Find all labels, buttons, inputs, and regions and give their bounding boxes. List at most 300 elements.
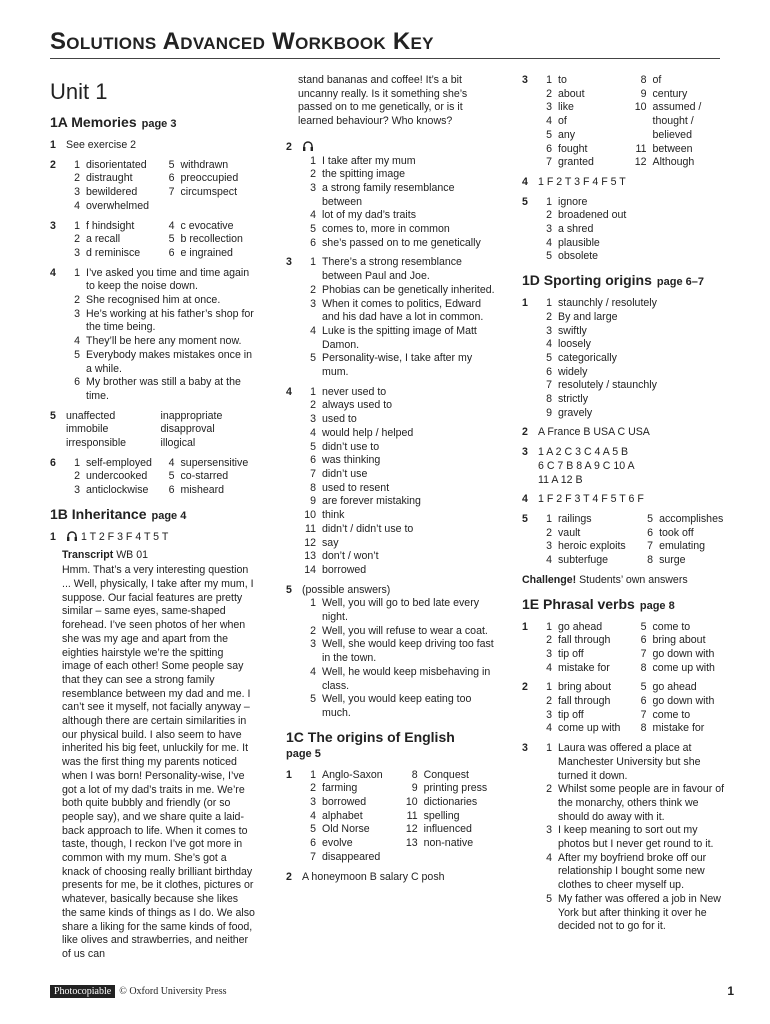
answer-item xyxy=(404,796,496,810)
page-number: 1 xyxy=(727,984,734,998)
exercise-1c-1 xyxy=(286,769,496,865)
answer-item: immobile xyxy=(66,423,109,436)
answer-text: was thinking xyxy=(322,454,381,467)
section-page: page 4 xyxy=(151,509,187,522)
answer-text: Well, you would keep eating too much. xyxy=(322,693,472,719)
answer-item xyxy=(302,441,496,455)
answer-text: come to xyxy=(652,708,691,721)
answer-number: 7 xyxy=(546,156,552,169)
answer-text: There’s a strong resemblance between Paul and Joe. xyxy=(322,256,462,283)
answer-number: 7 xyxy=(640,708,647,721)
answer-text: Anglo-Saxon xyxy=(322,768,383,781)
answer-text: resolutely / staunchly xyxy=(558,379,657,392)
answer-text: dictionaries xyxy=(423,796,478,809)
answer-number: 7 xyxy=(168,186,175,199)
answer-item xyxy=(161,172,256,186)
answer-number: 1 xyxy=(310,385,316,398)
answer-number: 3 xyxy=(74,307,80,320)
answer-number: 5 xyxy=(310,352,316,365)
section-title: 1B Inheritance xyxy=(50,505,147,522)
answer-number: 3 xyxy=(546,101,552,114)
answer-number: 8 xyxy=(640,74,647,86)
answer-text: are forever mistaking xyxy=(322,495,421,508)
answers-left xyxy=(66,457,161,498)
answer-text: bewildered xyxy=(86,186,138,199)
answer-number: 5 xyxy=(74,348,80,361)
answers-left xyxy=(538,74,633,170)
answer-number: 10 xyxy=(405,796,418,809)
answers-right xyxy=(639,513,727,568)
answer-item xyxy=(538,325,727,339)
section-1e-heading xyxy=(522,596,727,615)
section-title: 1E Phrasal verbs xyxy=(522,595,635,612)
answer-number: 4 xyxy=(168,456,175,469)
answer-item xyxy=(538,74,633,88)
answer-number: 2 xyxy=(74,294,80,307)
answer-number: 7 xyxy=(310,467,316,480)
answer-text: supersensitive xyxy=(180,456,249,469)
answer-item xyxy=(538,540,639,554)
answer-text: withdrawn xyxy=(180,158,229,171)
answer-text: Personality-wise, I take after my mum. xyxy=(322,352,473,379)
answer-item xyxy=(302,427,496,441)
answer-number: 5 xyxy=(310,223,316,236)
answer-item xyxy=(633,634,728,648)
answer-number: 1 xyxy=(546,297,552,310)
answer-item xyxy=(161,186,256,200)
answer-item xyxy=(639,513,727,527)
answers-right xyxy=(161,159,256,214)
answer-number: 8 xyxy=(546,393,552,406)
answer-number: 13 xyxy=(405,837,418,850)
answer-number: 2 xyxy=(310,399,316,412)
answer-number: 1 xyxy=(74,158,80,171)
answer-item xyxy=(538,513,639,527)
transcript-code: WB 01 xyxy=(116,548,148,561)
answer-number: 6 xyxy=(168,484,175,497)
answer-number: 2 xyxy=(310,168,316,181)
exercise-1d-2 xyxy=(522,426,727,440)
answer-text: See exercise 2 xyxy=(66,139,137,151)
section-page: page 6–7 xyxy=(656,276,704,289)
answer-item xyxy=(538,88,633,102)
answer-number: 1 xyxy=(310,768,316,781)
answer-item xyxy=(302,223,496,237)
exercise-1c-4 xyxy=(522,176,727,190)
answer-item xyxy=(404,769,496,783)
answer-item xyxy=(633,722,728,736)
answers-right xyxy=(161,457,256,498)
exercise-1a-6 xyxy=(50,457,255,498)
answer-item xyxy=(404,782,496,796)
exercise-1c-2 xyxy=(286,871,496,885)
answer-number: 6 xyxy=(74,376,80,389)
answer-item xyxy=(302,454,496,468)
answer-number: 3 xyxy=(310,413,316,426)
exercise-number: 4 xyxy=(286,385,292,398)
exercise-number: 4 xyxy=(522,493,528,506)
answer-text: 1 F 2 F 3 T 4 F 5 T 6 F xyxy=(538,493,644,506)
answer-item xyxy=(538,101,633,115)
answer-item xyxy=(161,470,256,484)
answer-text: didn’t / didn’t use to xyxy=(322,522,414,535)
answer-item xyxy=(66,335,255,349)
answers-left xyxy=(66,159,161,214)
answer-text: Luke is the spitting image of Matt Damon. xyxy=(322,324,477,351)
answer-number: 4 xyxy=(546,554,552,567)
answer-item xyxy=(302,823,404,837)
answer-number: 6 xyxy=(168,172,175,185)
section-1a-heading xyxy=(50,114,255,133)
answer-item xyxy=(633,662,728,676)
exercise-1b-5 xyxy=(286,584,496,721)
answers-right xyxy=(633,621,728,676)
answer-text: subterfuge xyxy=(558,554,609,567)
answer-number: 3 xyxy=(74,186,80,199)
answer-item xyxy=(302,837,404,851)
answer-item: irresponsible xyxy=(66,437,127,450)
answer-item xyxy=(66,294,255,308)
answer-text: fall through xyxy=(558,695,611,708)
section-title: 1D Sporting origins xyxy=(522,272,652,289)
answer-item xyxy=(161,457,256,471)
answer-text: anticlockwise xyxy=(86,484,149,497)
answer-text: railings xyxy=(558,512,592,525)
answer-text: don’t / won’t xyxy=(322,550,379,563)
answer-item xyxy=(538,129,633,143)
answer-text: Laura was offered a place at Manchester University but she turned it down. xyxy=(558,742,701,782)
answer-item xyxy=(302,325,496,352)
answer-line: 6 C 7 B 8 A 9 C 10 A xyxy=(538,459,635,472)
exercise-number: 1 xyxy=(50,139,56,151)
answer-item xyxy=(538,648,633,662)
answer-item xyxy=(633,709,728,723)
answer-number: 6 xyxy=(546,365,552,378)
answer-text: ignore xyxy=(558,195,588,208)
answer-number: 5 xyxy=(640,681,647,694)
answer-item xyxy=(302,810,404,824)
answer-item xyxy=(302,209,496,223)
answer-number: 9 xyxy=(546,406,552,419)
answer-number: 5 xyxy=(546,250,552,263)
answer-text: heroic exploits xyxy=(558,540,626,553)
answer-text: Although xyxy=(652,156,695,169)
answer-number: 11 xyxy=(305,522,316,535)
answer-item xyxy=(161,484,256,498)
answer-text: She recognised him at once. xyxy=(86,294,221,307)
answer-number: 3 xyxy=(546,540,552,553)
header-rule xyxy=(50,58,720,59)
answer-item xyxy=(538,634,633,648)
answer-number: 4 xyxy=(546,722,552,735)
answer-number: 8 xyxy=(640,661,647,674)
answer-number: 1 xyxy=(546,620,552,633)
answer-item xyxy=(633,156,728,170)
answer-number: 6 xyxy=(546,142,552,155)
answer-number: 8 xyxy=(310,481,316,494)
answer-number: 12 xyxy=(405,823,418,836)
answers-list xyxy=(302,597,496,720)
answer-text: go ahead xyxy=(652,681,697,694)
answer-item xyxy=(302,482,496,496)
answer-number: 2 xyxy=(74,233,80,246)
answer-item xyxy=(302,182,496,209)
answer-number: 9 xyxy=(640,87,647,100)
answer-item xyxy=(302,284,496,298)
answer-item xyxy=(538,366,727,380)
answer-item xyxy=(66,376,255,403)
exercise-number: 1 xyxy=(522,297,528,310)
answer-item xyxy=(161,247,256,261)
answer-text: took off xyxy=(659,526,694,539)
answer-number: 8 xyxy=(647,554,654,567)
answer-number: 1 xyxy=(310,256,316,269)
answer-text: assumed / thought / believed xyxy=(652,101,702,141)
answer-item xyxy=(404,837,496,851)
transcript-label: Transcript xyxy=(62,548,114,561)
answer-number: 2 xyxy=(546,695,552,708)
answer-item xyxy=(538,379,727,393)
answer-text: Well, you will go to bed late every night. xyxy=(322,597,480,624)
exercise-1d-1 xyxy=(522,297,727,420)
exercise-1b-3 xyxy=(286,256,496,379)
answer-number: 4 xyxy=(546,338,552,351)
answers-list xyxy=(538,297,727,420)
answer-item xyxy=(66,349,255,376)
answer-text: of xyxy=(558,115,567,128)
answer-number: 3 xyxy=(310,297,316,310)
answer-text: Well, you will refuse to wear a coat. xyxy=(322,624,488,637)
exercise-number: 3 xyxy=(50,219,56,232)
answer-number: 1 xyxy=(546,74,552,86)
answer-text: staunchly / resolutely xyxy=(558,297,657,310)
answer-text: e ingrained xyxy=(180,246,233,259)
answer-item xyxy=(404,823,496,837)
answer-text: tip off xyxy=(558,647,584,660)
answer-text: go down with xyxy=(652,647,715,660)
answer-text: Everybody makes mistakes once in a while. xyxy=(86,348,253,375)
answer-number: 6 xyxy=(310,454,316,467)
answer-text: come to xyxy=(652,620,691,633)
answer-text: self-employed xyxy=(86,456,152,469)
exercise-number: 1 xyxy=(50,530,56,543)
answer-item xyxy=(538,852,727,893)
answer-number: 5 xyxy=(640,620,647,633)
answer-number: 1 xyxy=(546,195,552,208)
answer-item xyxy=(538,237,727,251)
answers-list xyxy=(66,267,255,404)
answer-text: granted xyxy=(558,156,594,169)
answer-item xyxy=(302,625,496,639)
answer-item xyxy=(302,523,496,537)
exercise-1b-4 xyxy=(286,386,496,578)
answer-item xyxy=(538,196,727,210)
answer-text: a strong family resemblance between xyxy=(322,181,455,208)
answer-text: My brother was still a baby at the time. xyxy=(86,376,241,402)
answers-list xyxy=(302,386,496,578)
answer-number: 9 xyxy=(310,495,316,508)
exercise-number: 2 xyxy=(522,681,528,694)
answer-item xyxy=(633,681,728,695)
answer-item xyxy=(302,256,496,283)
answers-list xyxy=(538,742,727,934)
answer-item xyxy=(66,159,161,173)
answer-item: illogical xyxy=(160,437,196,450)
answer-item xyxy=(302,509,496,523)
answer-item xyxy=(302,550,496,564)
answer-text: printing press xyxy=(423,782,488,795)
answer-text: farming xyxy=(322,782,358,795)
answer-text: accomplishes xyxy=(659,512,724,525)
answer-number: 7 xyxy=(640,647,647,660)
exercise-1c-3 xyxy=(522,74,727,170)
answer-item xyxy=(302,564,496,578)
answer-line: 11 A 12 B xyxy=(538,473,583,486)
answer-number: 6 xyxy=(310,236,316,249)
answer-text: b recollection xyxy=(180,233,243,246)
answer-text: a recall xyxy=(86,233,121,246)
answer-text: a shred xyxy=(558,223,594,236)
exercise-1d-3 xyxy=(522,446,727,487)
answer-number: 1 xyxy=(546,512,552,525)
answer-number: 3 xyxy=(546,223,552,236)
answer-text: influenced xyxy=(423,823,472,836)
answer-text: disorientated xyxy=(86,158,147,171)
answer-number: 4 xyxy=(310,665,316,678)
answer-text: vault xyxy=(558,526,581,539)
answer-number: 4 xyxy=(546,851,552,864)
column-1 xyxy=(50,74,255,962)
exercise-1b-1 xyxy=(50,531,255,545)
section-page: page 8 xyxy=(639,599,675,612)
answers-left xyxy=(66,220,161,261)
answer-text: lot of my dad’s traits xyxy=(322,209,417,222)
answer-number: 1 xyxy=(74,456,80,469)
answer-number: 11 xyxy=(635,142,647,155)
answer-item xyxy=(302,352,496,379)
answer-text: borrowed xyxy=(322,796,367,809)
answer-text: plausible xyxy=(558,236,600,249)
answer-item xyxy=(538,223,727,237)
exercise-number: 5 xyxy=(522,195,528,208)
exercise-number: 4 xyxy=(522,175,528,188)
answer-item xyxy=(639,540,727,554)
answers-list xyxy=(302,155,496,251)
answer-text: like xyxy=(558,101,574,114)
exercise-number: 4 xyxy=(50,266,56,279)
answer-item xyxy=(633,143,728,157)
answer-item xyxy=(302,413,496,427)
answer-item xyxy=(66,172,161,186)
answers-left xyxy=(538,621,633,676)
answers-left xyxy=(302,769,404,865)
answer-text: Phobias can be genetically inherited. xyxy=(322,283,495,296)
answer-number: 2 xyxy=(310,283,316,296)
exercise-number: 1 xyxy=(522,620,528,633)
answer-number: 1 xyxy=(546,742,552,755)
answer-text: 1 F 2 T 3 F 4 F 5 T xyxy=(538,175,626,188)
answer-number: 5 xyxy=(310,440,316,453)
answer-item xyxy=(538,695,633,709)
unit-title: Unit 1 xyxy=(50,79,108,104)
exercise-number: 2 xyxy=(50,158,56,171)
answer-number: 12 xyxy=(634,156,647,169)
answers-list xyxy=(302,256,496,379)
answer-item xyxy=(66,457,161,471)
answer-text: Well, she would keep driving too fast in the town. xyxy=(322,638,494,665)
answer-number: 4 xyxy=(310,209,316,222)
footer-copyright xyxy=(50,986,227,997)
answer-text: swiftly xyxy=(558,324,587,337)
challenge-text: Students’ own answers xyxy=(579,573,688,586)
answer-item xyxy=(66,308,255,335)
answer-number: 9 xyxy=(411,782,418,795)
answer-text: say xyxy=(322,536,339,549)
answer-text: Whilst some people are in favour of the monarchy, others think we should do away with it. xyxy=(558,783,725,823)
answer-number: 12 xyxy=(304,536,316,549)
answer-number: 7 xyxy=(647,540,654,553)
exercise-1c-5 xyxy=(522,196,727,265)
answer-item xyxy=(538,662,633,676)
answer-text: co-starred xyxy=(180,470,229,483)
answer-number: 5 xyxy=(546,351,552,364)
answers-note: (possible answers) xyxy=(302,583,391,596)
exercise-number: 3 xyxy=(522,446,528,459)
answer-number: 1 xyxy=(74,266,80,279)
exercise-1a-3 xyxy=(50,220,255,261)
answer-item xyxy=(66,484,161,498)
answer-number: 3 xyxy=(310,638,316,651)
answer-text: loosely xyxy=(558,338,591,351)
exercise-1a-2 xyxy=(50,159,255,214)
answer-number: 3 xyxy=(546,647,552,660)
answer-item xyxy=(66,233,161,247)
answer-text: distraught xyxy=(86,172,133,185)
answer-number: 4 xyxy=(168,219,175,232)
answer-item xyxy=(633,621,728,635)
answer-text: fought xyxy=(558,142,588,155)
column-3 xyxy=(522,74,727,940)
exercise-1e-3 xyxy=(522,742,727,934)
answer-text: borrowed xyxy=(322,563,367,576)
answer-number: 14 xyxy=(304,563,316,576)
exercise-1a-4 xyxy=(50,267,255,404)
answer-text: mistake for xyxy=(652,722,705,735)
transcript-text: Hmm. That’s a very interesting question ... Well, physically, I take after my mum, I suppose. Our facial features are pretty similar – same eyes, same-shaped forehead. I’ve seen photos of her when she was my age and apart from the eighties hairstyle we’re the spitting image of each other! Some people say that they can see a strong family resemblance between my dad and me. I can’t see it myself, not facially anyway – although there are certain similarities in our physical build. I also seem to have inherited his big feet, unluckily for me. It was the first thing my parents noticed when I was born! Personality-wise, I’ve got a lot of my dad’s traits in me. We’re both quite bubbly and friendly (or so people say), and we share quite a laid-back approach to life. When it comes to taste, though, I reckon I’ve got more in common with my mum. She’s got a knack of choosing really brilliant birthday presents for me, be it clothes, pictures or whatever, basically because she likes the same kinds of things as I do. We also share a liking for the same kinds of food, like olives and strawberries, and neither of us can xyxy=(62,564,255,960)
exercise-number: 5 xyxy=(50,409,56,422)
exercise-number: 2 xyxy=(286,870,292,883)
answer-number: 4 xyxy=(546,115,552,128)
answer-text: Well, he would keep misbehaving in class. xyxy=(322,665,491,692)
answer-text: obsolete xyxy=(558,250,599,263)
answer-text: surge xyxy=(659,554,686,567)
page-title: Solutions Advanced Workbook Key xyxy=(50,28,434,55)
answer-item xyxy=(538,156,633,170)
exercise-1a-1 xyxy=(50,139,255,153)
answer-item xyxy=(538,722,633,736)
answer-number: 4 xyxy=(310,324,316,337)
answer-item xyxy=(538,783,727,824)
answer-text: A honeymoon B salary C posh xyxy=(302,870,445,883)
answer-text: Conquest xyxy=(423,768,469,781)
answer-item xyxy=(538,338,727,352)
answer-number: 11 xyxy=(406,809,418,822)
answer-item xyxy=(538,554,639,568)
column-2 xyxy=(286,74,496,890)
answer-number: 6 xyxy=(168,246,175,259)
answer-item xyxy=(639,554,727,568)
answer-number: 2 xyxy=(546,634,552,647)
